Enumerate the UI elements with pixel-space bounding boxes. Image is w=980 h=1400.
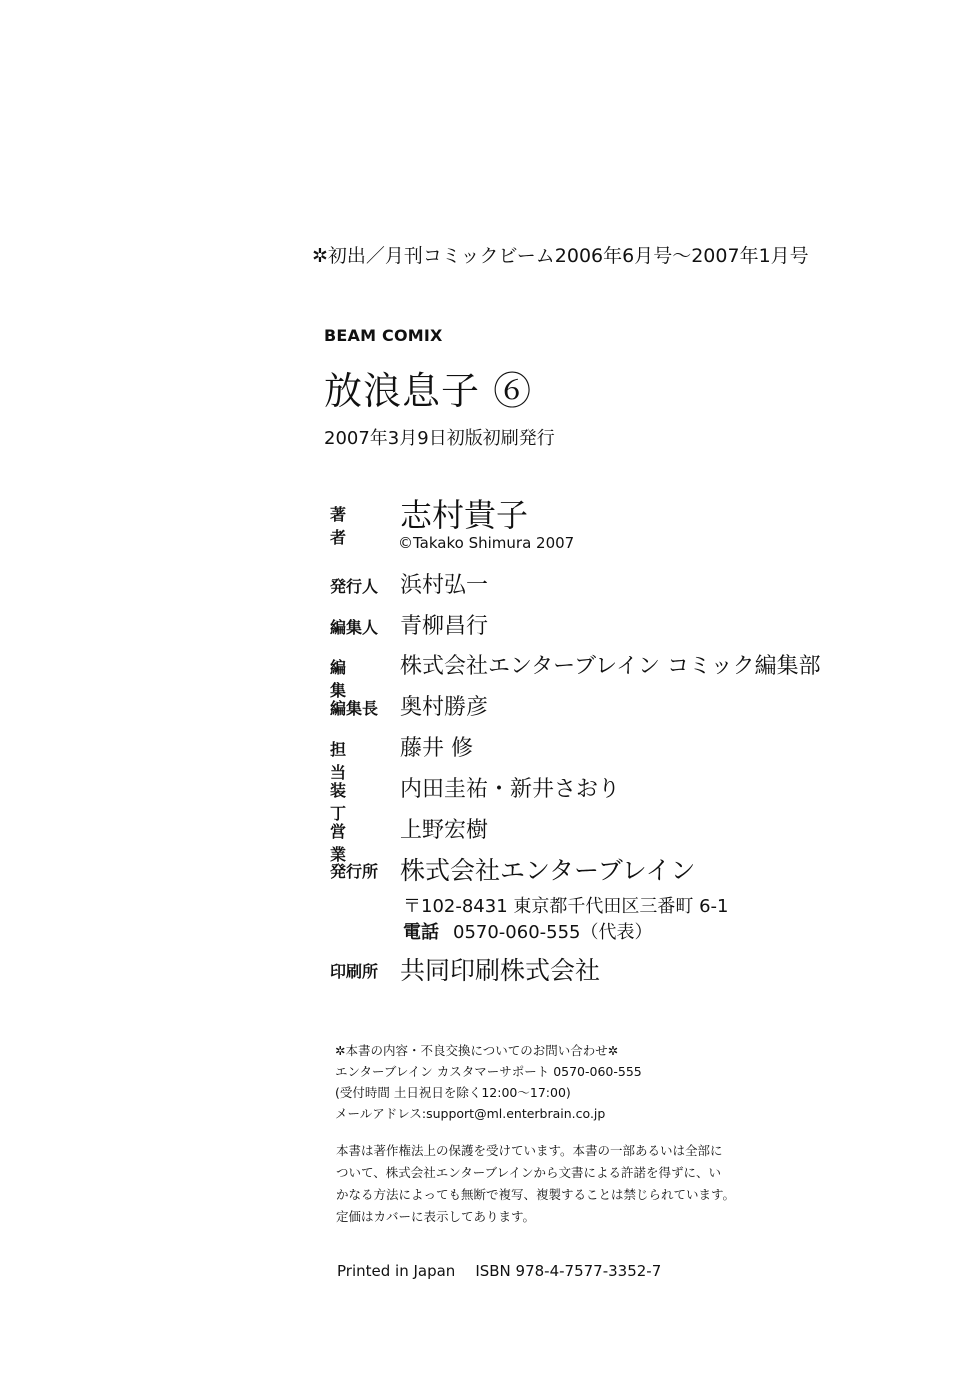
credit-value: 株式会社エンターブレイン: [400, 856, 696, 885]
contact-support: エンターブレイン カスタマーサポート 0570-060-555: [335, 1064, 642, 1079]
credit-value: 浜村弘一: [400, 573, 489, 598]
contact-email: メールアドレス:support@ml.enterbrain.co.jp: [335, 1106, 606, 1121]
rights-line: 定価はカバーに表示してあります。: [336, 1209, 536, 1224]
credit-label: 発行所: [330, 862, 379, 881]
credit-value: 内田圭祐・新井さおり: [400, 777, 621, 802]
credit-value: 奥村勝彦: [400, 695, 489, 720]
credit-label: 営 業: [330, 822, 355, 864]
serialization-note: ✲初出／月刊コミックビーム2006年6月号～2007年1月号: [312, 245, 809, 267]
credit-value: 上野宏樹: [400, 818, 489, 843]
credit-label: 編 集: [330, 658, 355, 700]
credit-label: 編集人: [330, 618, 379, 637]
author-copyright: ©Takako Shimura 2007: [398, 534, 575, 552]
phone-label: 電話: [403, 922, 439, 943]
credit-label: 担 当: [330, 740, 355, 782]
rights-line: かなる方法によっても無断で複写、複製することは禁じられています。: [336, 1187, 736, 1202]
contact-hours: (受付時間 土日祝日を除く12:00～17:00): [335, 1085, 571, 1100]
author-name: 志村貴子: [400, 496, 529, 534]
printed-in: Printed in Japan: [337, 1262, 456, 1280]
publisher-phone: [403, 918, 653, 944]
credit-value: 藤井 修: [400, 736, 473, 761]
credit-label: 編集長: [330, 699, 379, 718]
credit-value: 株式会社エンターブレイン コミック編集部: [400, 654, 821, 679]
credit-label: 印刷所: [330, 962, 379, 981]
credit-value: 青柳昌行: [400, 614, 489, 639]
credit-label: 著 者: [330, 505, 355, 547]
publisher-address: 〒102-8431 東京都千代田区三番町 6-1: [403, 896, 729, 917]
imprint-label: BEAM COMIX: [324, 326, 443, 345]
footer: [337, 1262, 661, 1280]
contact-heading: ✲本書の内容・不良交換についてのお問い合わせ✲: [335, 1043, 619, 1058]
credit-label: 装 丁: [330, 781, 355, 823]
copyright-notice: [336, 1140, 735, 1228]
book-title: 放浪息子 ⑥: [324, 369, 533, 413]
contact-info: [335, 1040, 642, 1124]
release-date: 2007年3月9日初版初刷発行: [324, 428, 555, 449]
isbn: ISBN 978-4-7577-3352-7: [475, 1262, 662, 1280]
credit-value: 共同印刷株式会社: [400, 956, 601, 985]
phone-value: 0570-060-555（代表）: [453, 922, 653, 943]
rights-line: 本書は著作権法上の保護を受けています。本書の一部あるいは全部に: [336, 1143, 723, 1158]
rights-line: ついて、株式会社エンターブレインから文書による許諾を得ずに、い: [336, 1165, 722, 1180]
credit-label: 発行人: [330, 577, 379, 596]
